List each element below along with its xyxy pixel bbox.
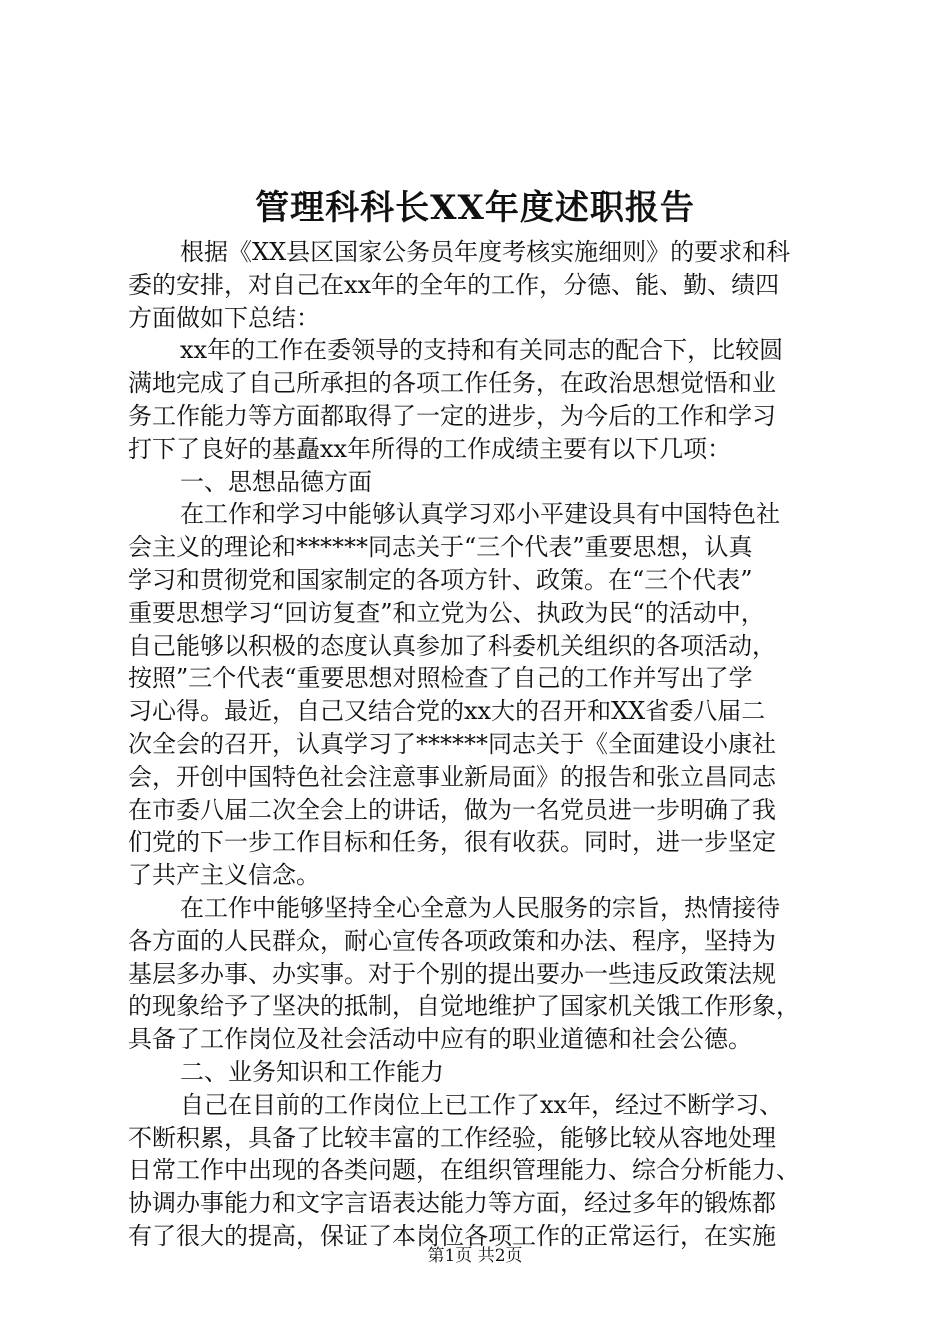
body-line: 在市委八届二次全会上的讲话，做为一名党员进一步明确了我 xyxy=(128,795,776,824)
body-line: 具备了工作岗位及社会活动中应有的职业道德和社会公德。 xyxy=(128,1025,752,1054)
body-line: 在工作中能够坚持全心全意为人民服务的宗旨，热情接待 xyxy=(180,893,780,922)
body-line: 根据《XX县区国家公务员年度考核实施细则》的要求和科 xyxy=(180,238,791,266)
body-line: 满地完成了自己所承担的各项工作任务，在政治思想觉悟和业 xyxy=(128,369,776,398)
page-footer: 第1页 共2页 xyxy=(427,1246,523,1266)
body-line: 了共产主义信念。 xyxy=(128,861,320,890)
body-line: 各方面的人民群众，耐心宣传各项政策和办法、程序，坚持为 xyxy=(128,926,776,955)
body-line: 协调办事能力和文字言语表达能力等方面，经过多年的锻炼都 xyxy=(128,1189,776,1218)
body-line: 们党的下一步工作目标和任务，很有收获。同时，进一步坚定 xyxy=(128,828,776,857)
body-line: 按照”三个代表“重要思想对照检查了自己的工作并写出了学 xyxy=(128,664,753,693)
body-line: 重要思想学习“回访复查”和立党为公、执政为民“的活动中， xyxy=(128,598,765,627)
body-line: 有了很大的提高，保证了本岗位各项工作的正常运行，在实施 xyxy=(128,1221,776,1250)
body-line: 自己能够以积极的态度认真参加了科委机关组织的各项活动， xyxy=(128,631,776,660)
document-body xyxy=(128,236,830,1253)
body-line: 务工作能力等方面都取得了一定的进步，为今后的工作和学习 xyxy=(128,401,776,430)
body-line: 习心得。最近，自己又结合党的xx大的召开和XX省委八届二 xyxy=(128,697,766,726)
body-line: 一、思想品德方面 xyxy=(180,467,372,496)
body-line: 在工作和学习中能够认真学习邓小平建设具有中国特色社 xyxy=(180,500,780,529)
body-line: xx年的工作在委领导的支持和有关同志的配合下，比较圆 xyxy=(180,336,784,365)
body-line: 日常工作中出现的各类问题，在组织管理能力、综合分析能力、 xyxy=(128,1156,800,1185)
body-line: 的现象给予了坚决的抵制，自觉地维护了国家机关饿工作形象， xyxy=(128,992,800,1021)
body-line: 打下了良好的基矗xx年所得的工作成绩主要有以下几项： xyxy=(128,434,732,463)
body-line: 会，开创中国特色社会注意事业新局面》的报告和张立昌同志 xyxy=(128,762,776,791)
body-line: 学习和贯彻党和国家制定的各项方针、政策。在“三个代表” xyxy=(128,565,753,594)
body-line: 自己在目前的工作岗位上已工作了xx年，经过不断学习、 xyxy=(180,1090,784,1119)
body-line: 基层多办事、办实事。对于个别的提出要办一些违反政策法规 xyxy=(128,959,776,988)
body-line: 不断积累，具备了比较丰富的工作经验，能够比较从容地处理 xyxy=(128,1123,776,1152)
body-line: 方面做如下总结： xyxy=(128,303,320,332)
body-line: 会主义的理论和******同志关于“三个代表”重要思想，认真 xyxy=(128,533,753,562)
body-line: 次全会的召开，认真学习了******同志关于《全面建设小康社 xyxy=(128,729,776,758)
body-line: 二、业务知识和工作能力 xyxy=(180,1057,444,1086)
body-line: 委的安排，对自己在xx年的全年的工作，分德、能、勤、绩四 xyxy=(128,270,780,299)
document-title: 管理科科长XX年度述职报告 xyxy=(255,188,695,228)
